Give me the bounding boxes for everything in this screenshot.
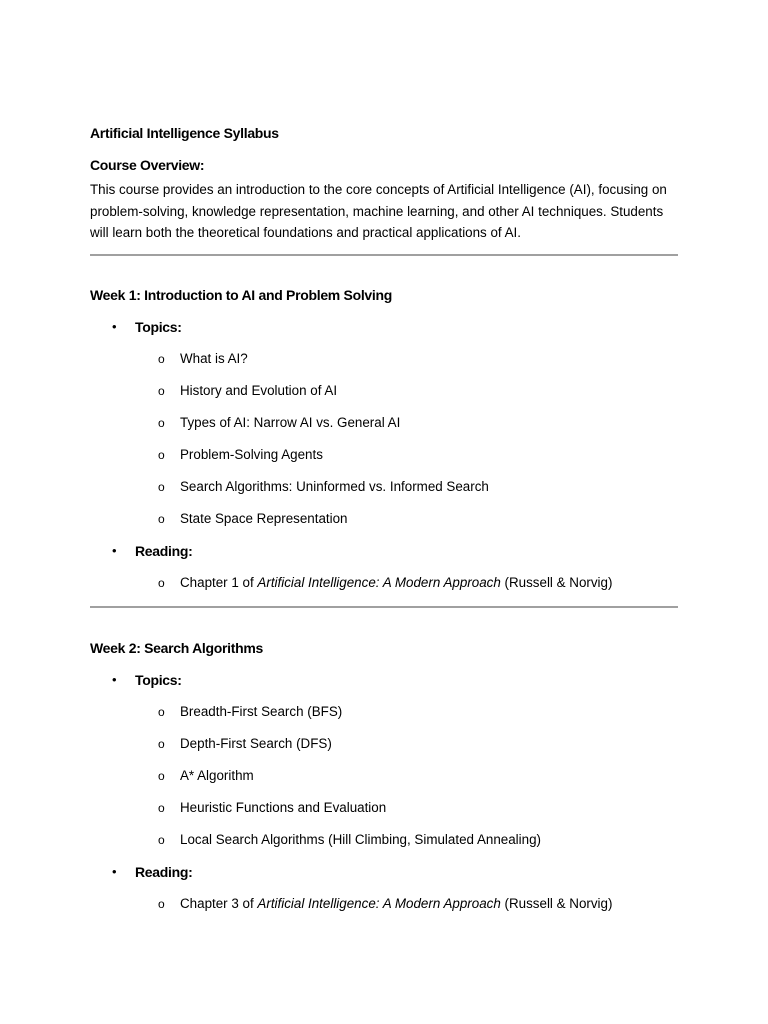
reading-suffix: (Russell & Norvig): [500, 575, 613, 590]
bullet-icon: •: [112, 672, 117, 687]
bullet-icon: •: [112, 543, 117, 558]
overview-paragraph: This course provides an introduction to the core concepts of Artificial Intelligence (AI), focusing on problem-solving, knowledge representation, machine learning, and other AI techniques. Students will learn both the theoretical foundations and practical applications of AI.: [90, 182, 667, 241]
sub-bullet-icon: o: [158, 448, 165, 462]
sub-bullet-icon: o: [158, 705, 165, 719]
sub-bullet-icon: o: [158, 512, 165, 526]
week-1-topics-label: Topics:: [135, 319, 182, 335]
week-2-reading: [180, 896, 612, 911]
week-2-topic: A* Algorithm: [180, 768, 254, 783]
reading-prefix: Chapter 3 of: [180, 896, 258, 911]
sub-bullet-icon: o: [158, 384, 165, 398]
week-2-topics-label: Topics:: [135, 672, 182, 688]
week-1-topic: What is AI?: [180, 351, 248, 366]
sub-bullet-icon: o: [158, 897, 165, 911]
reading-suffix: (Russell & Norvig): [500, 896, 613, 911]
overview-heading: Course Overview:: [90, 157, 205, 173]
sub-bullet-icon: o: [158, 833, 165, 847]
week-2-reading-label: Reading:: [135, 864, 193, 880]
sub-bullet-icon: o: [158, 737, 165, 751]
sub-bullet-icon: o: [158, 801, 165, 815]
week-1-topic: History and Evolution of AI: [180, 383, 338, 398]
week-1-topic: State Space Representation: [180, 511, 348, 526]
sub-bullet-icon: o: [158, 576, 165, 590]
week-1-topic: Problem-Solving Agents: [180, 447, 323, 462]
sub-bullet-icon: o: [158, 352, 165, 366]
week-2-topic: Heuristic Functions and Evaluation: [180, 800, 387, 815]
week-2-topic: Local Search Algorithms (Hill Climbing, Simulated Annealing): [180, 832, 541, 847]
week-1-reading-label: Reading:: [135, 543, 193, 559]
sub-bullet-icon: o: [158, 769, 165, 783]
week-2-topic: Breadth-First Search (BFS): [180, 704, 343, 719]
horizontal-rule: [90, 606, 678, 608]
week-1-topic: Search Algorithms: Uninformed vs. Informed Search: [180, 479, 489, 494]
horizontal-rule: [90, 254, 678, 256]
book-title: Artificial Intelligence: A Modern Approach: [257, 896, 501, 911]
reading-prefix: Chapter 1 of: [180, 575, 258, 590]
book-title: Artificial Intelligence: A Modern Approach: [257, 575, 501, 590]
week-2-heading: Week 2: Search Algorithms: [90, 640, 264, 656]
sub-bullet-icon: o: [158, 416, 165, 430]
week-1-reading: [180, 575, 612, 590]
document-title: Artificial Intelligence Syllabus: [90, 125, 279, 141]
bullet-icon: •: [112, 864, 117, 879]
week-1-topic: Types of AI: Narrow AI vs. General AI: [180, 415, 401, 430]
week-1-heading: Week 1: Introduction to AI and Problem Solving: [90, 287, 393, 303]
bullet-icon: •: [112, 319, 117, 334]
sub-bullet-icon: o: [158, 480, 165, 494]
week-2-topic: Depth-First Search (DFS): [180, 736, 332, 751]
